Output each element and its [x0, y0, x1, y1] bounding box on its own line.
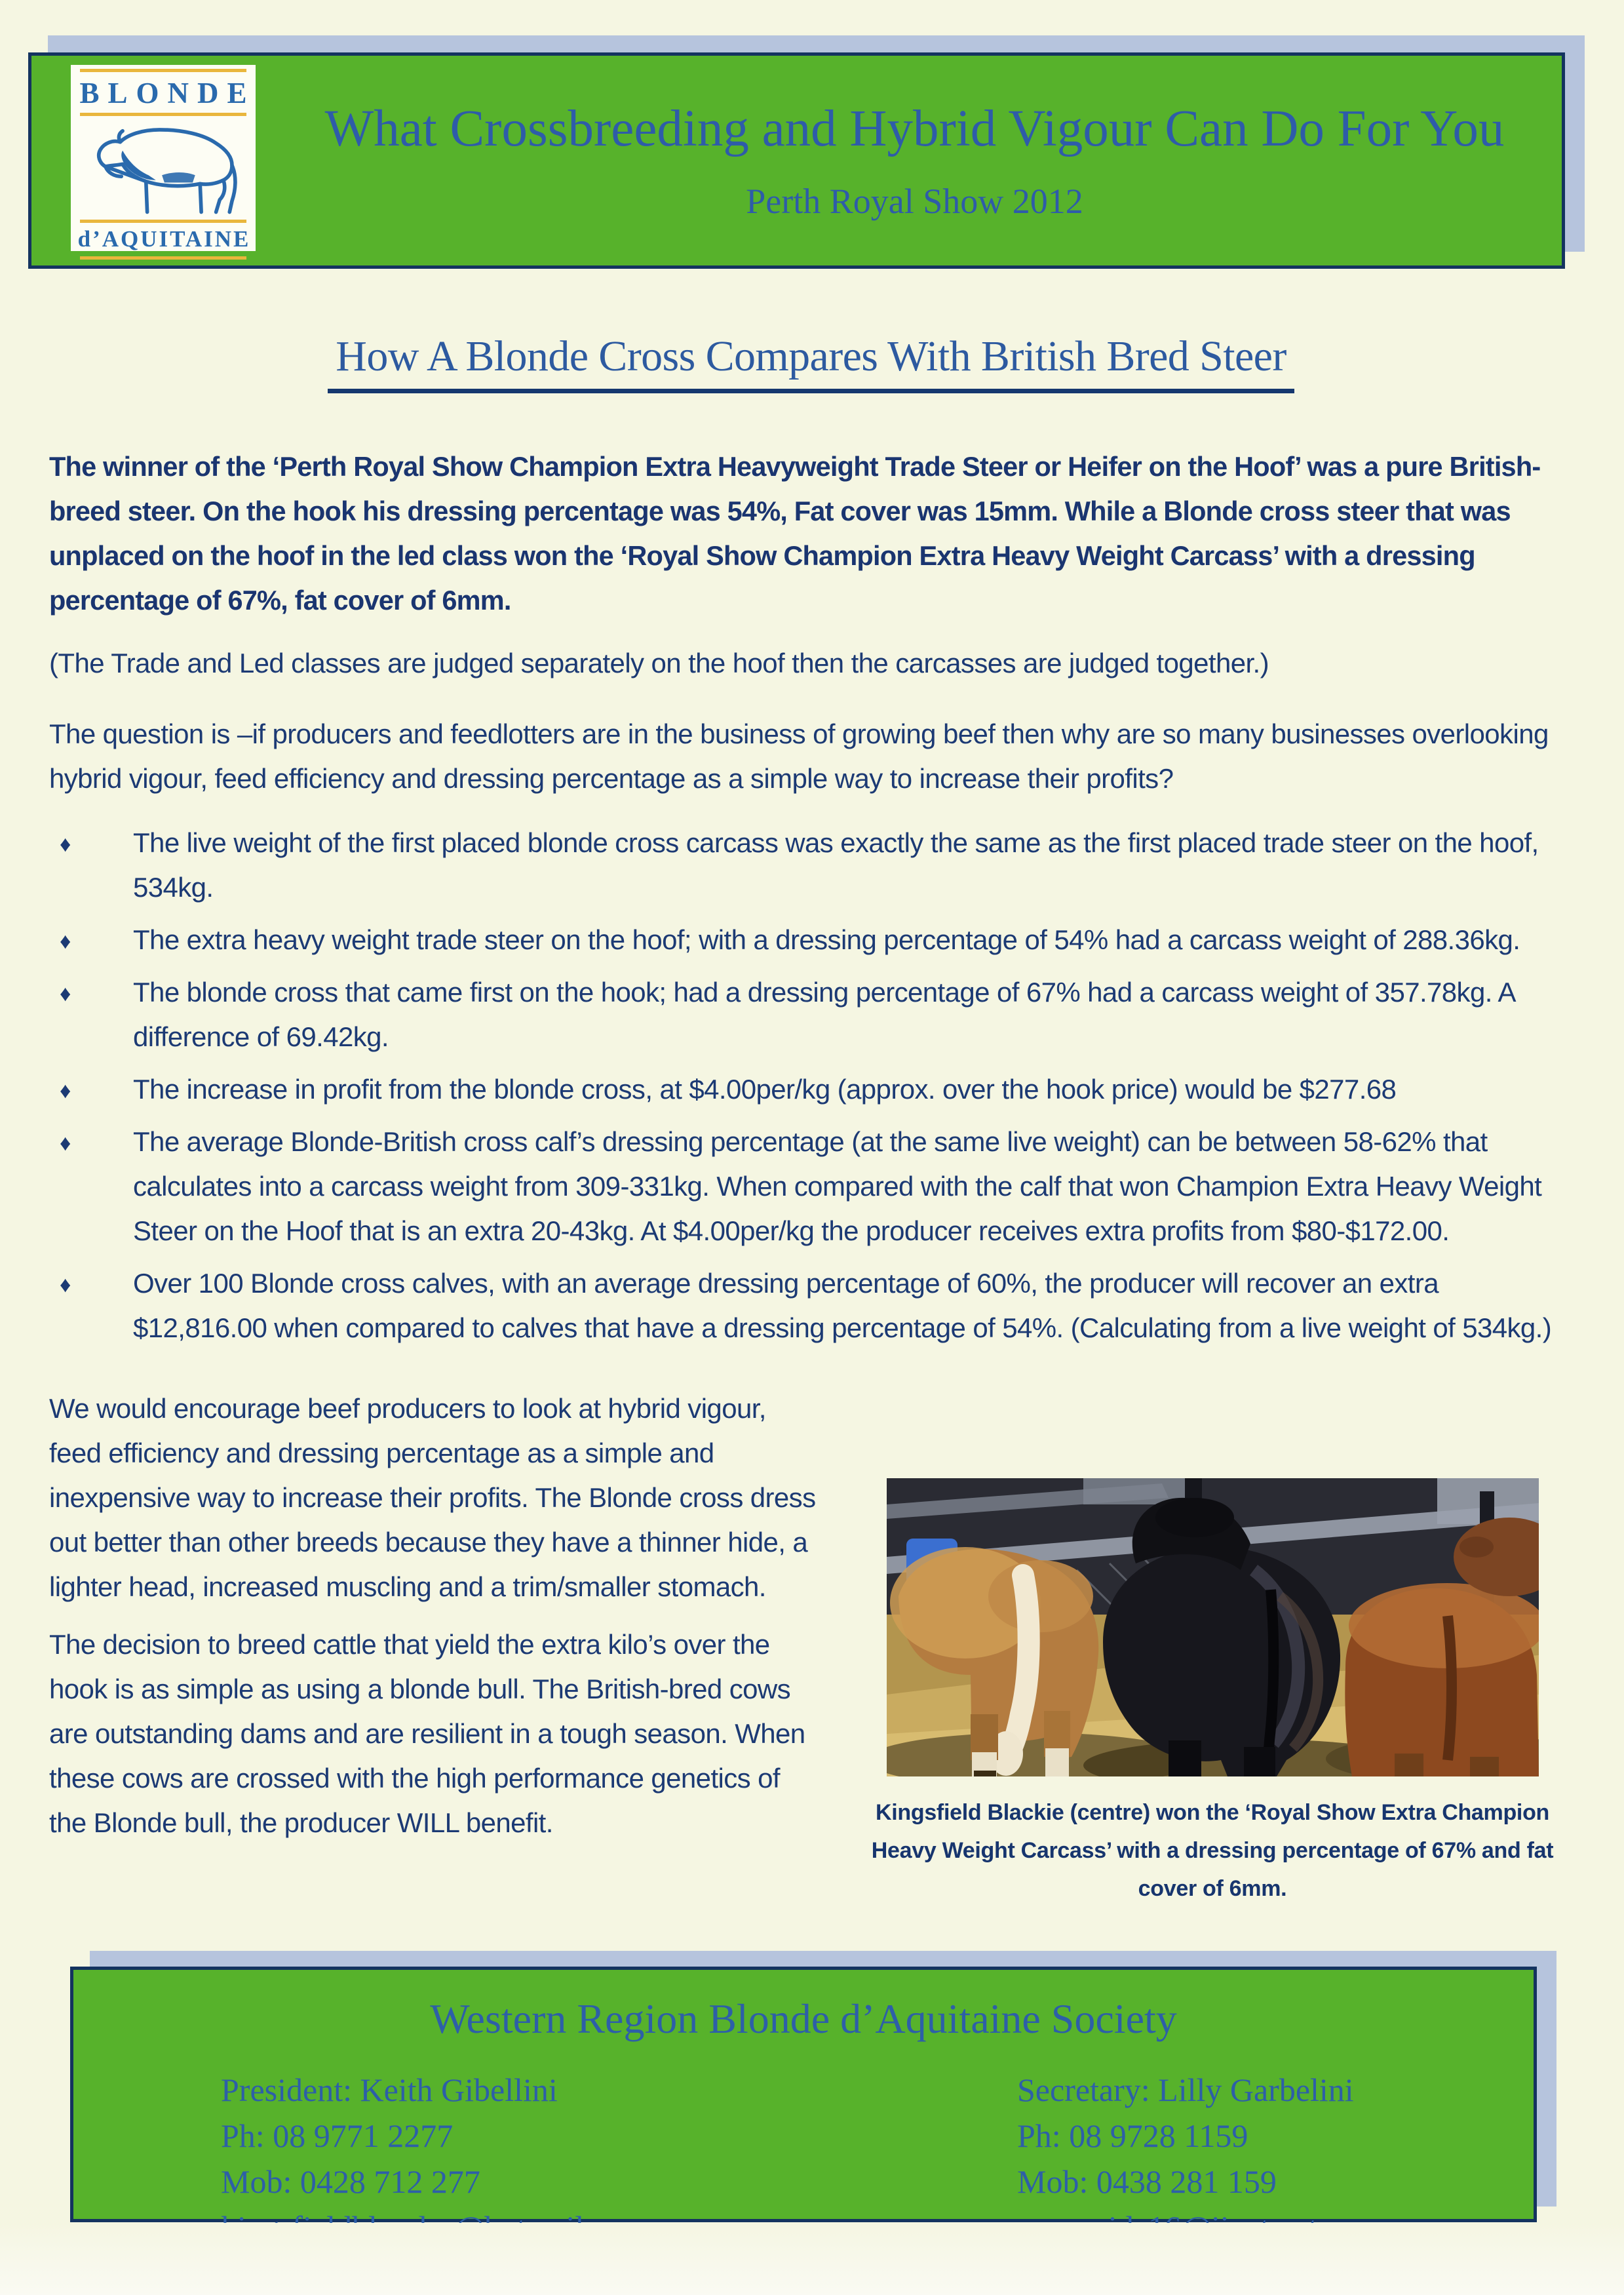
intro-paragraph: The winner of the ‘Perth Royal Show Champion Extra Heavyweight Trade Steer or Heifer on the Hoof’ was a pure British-breed steer. On the hook his dressing percentage was 54%, Fat cover was 15mm. While a Blonde cross steer that was unplaced on the hoof in the led class won the ‘Royal Show Champion Extra Heavy Weight Carcass’ with a dressing percentage of 67%, fat cover of 6mm. — [49, 451, 1541, 616]
bullet-item: ♦ The increase in profit from the blonde cross, at $4.00per/kg (approx. over the hook price) would be $277.68 — [49, 1067, 1573, 1112]
footer-banner — [70, 1967, 1537, 2222]
scan-edge-artifact — [0, 2223, 1624, 2295]
bullet-item: ♦ The live weight of the first placed blonde cross carcass was exactly the same as the first placed trade steer on the hoof, 534kg. — [49, 821, 1573, 910]
header-banner — [28, 52, 1565, 269]
secretary-name: Secretary: Lilly Garbelini — [1017, 2071, 1354, 2108]
footer-title: Western Region Blonde d’Aquitaine Society — [430, 1995, 1177, 2042]
bullet-item: ♦ The extra heavy weight trade steer on the hoof; with a dressing percentage of 54% had a carcass weight of 288.36kg. — [49, 918, 1573, 962]
cattle-photo — [887, 1478, 1539, 1776]
bullet-item: ♦ The average Blonde-British cross calf’s dressing percentage (at the same live weight) can be between 58-62% that calculates into a carcass weight from 309-331kg. When compared with the calf that won Champion Extra Heavy Weight Steer on the Hoof that is an extra 20-43kg. At $4.00per/kg the producer receives extra profits from $80-$172.00. — [49, 1120, 1573, 1253]
question-paragraph: The question is –if producers and feedlotters are in the business of growing beef then why are so many businesses overlooking hybrid vigour, feed efficiency and dressing percentage as a simple way to increase their profits? — [49, 718, 1549, 794]
logo-text-bottom: d’AQUITAINE — [77, 226, 251, 252]
decision-paragraph: The decision to breed cattle that yield the extra kilo’s over the hook is as simple as using a blonde bull. The British-bred cows are outstanding dams and are resilient in a tough season. When these cows are crossed with the high performance genetics of the Blonde bull, the producer WILL benefit. — [49, 1629, 805, 1838]
logo-gold-rule — [80, 256, 246, 260]
judging-note-paragraph: (The Trade and Led classes are judged separately on the hoof then the carcasses are judged together.) — [49, 648, 1269, 678]
president-name: President: Keith Gibellini — [221, 2071, 558, 2108]
logo-text-top: BLONDE — [79, 77, 256, 109]
secretary-phone: Ph: 08 9728 1159 — [1017, 2117, 1248, 2154]
bull-logo-icon — [71, 116, 256, 220]
secretary-mobile: Mob: 0438 281 159 — [1017, 2163, 1277, 2200]
bullet-item: ♦ The blonde cross that came first on the hook; had a dressing percentage of 67% had a carcass weight of 357.78kg. A difference of 69.42kg. — [49, 970, 1573, 1059]
newsletter-title: What Crossbreeding and Hybrid Vigour Can Do For You — [324, 100, 1505, 157]
bullet-item: ♦ Over 100 Blonde cross calves, with an average dressing percentage of 60%, the producer will recover an extra $12,816.00 when compared to calves that have a dressing percentage of 54%. (Calculating from a live weight of 534kg.) — [49, 1261, 1573, 1350]
cattle-photo-figure — [852, 1478, 1573, 1908]
body-content — [49, 331, 1573, 1921]
bullet-list — [49, 821, 1573, 1350]
photo-caption: Kingsfield Blackie (centre) won the ‘Royal Show Extra Champion Heavy Weight Carcass’ with a dressing percentage of 67% and fat cover of 6mm. — [871, 1800, 1554, 1901]
president-mobile: Mob: 0428 712 277 — [221, 2163, 480, 2200]
encourage-text: We would encourage beef producers to look at hybrid vigour, feed efficiency and dressing percentage as a simple and inexpensive way to increase their profits. The Blonde cross dress out better than other breeds because they have a thinner hide, a lighter head, increased muscling and a trim/smaller stomach. — [49, 1393, 816, 1602]
main-heading: How A Blonde Cross Compares With British Bred Steer — [328, 331, 1294, 393]
society-logo — [71, 65, 256, 251]
newsletter-subtitle: Perth Royal Show 2012 — [746, 182, 1083, 221]
president-phone: Ph: 08 9771 2277 — [221, 2117, 454, 2154]
